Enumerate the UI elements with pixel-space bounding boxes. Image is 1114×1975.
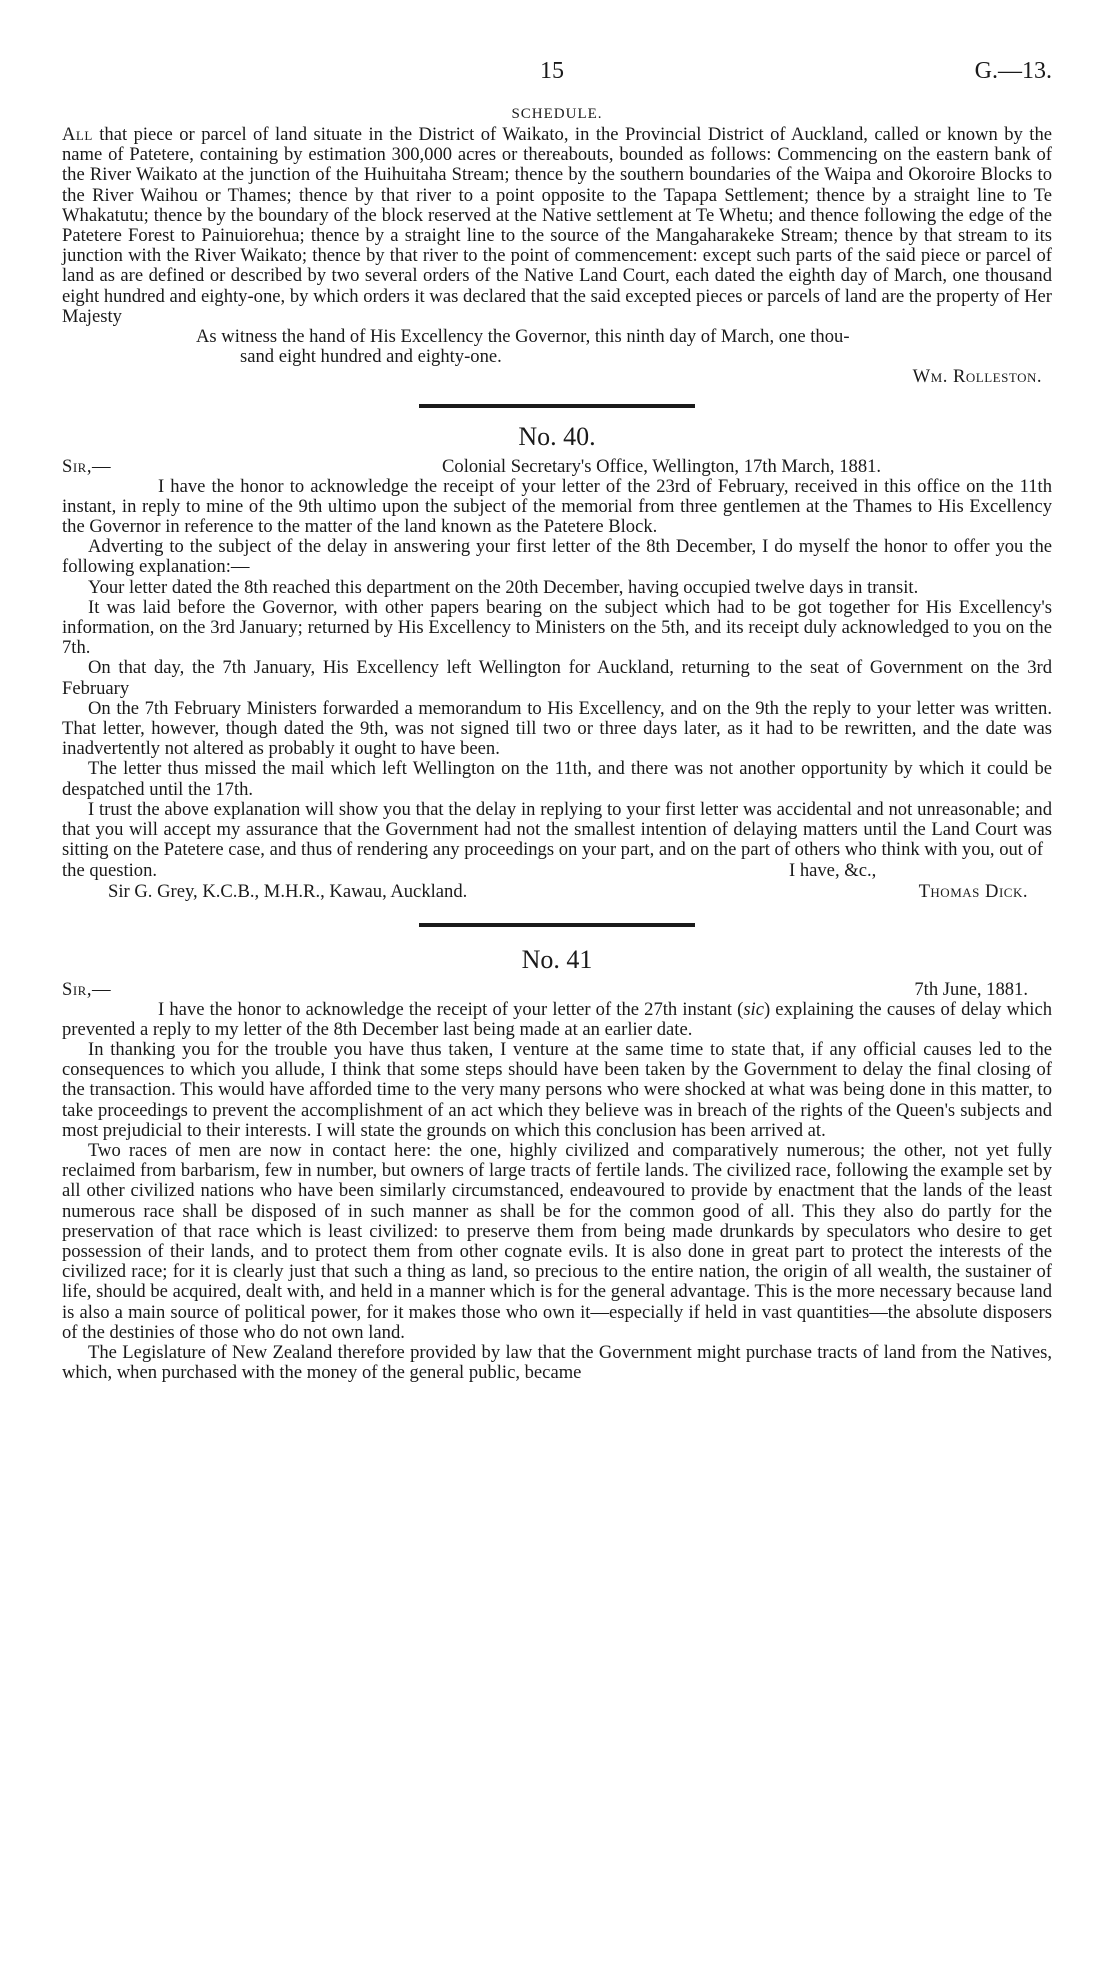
letter-40-paragraph: On that day, the 7th January, His Excellency left Wellington for Auckland, returning to the seat of Government on the 3rd February xyxy=(62,657,1052,699)
letter-41-number: No. 41 xyxy=(521,944,593,974)
schedule-lead-word: All xyxy=(62,124,93,145)
schedule-witness-line-1: As witness the hand of His Excellency the Governor, this ninth day of March, one thou- xyxy=(196,326,850,348)
letter-41-p1-end: ) explaining the causes of delay which prevented a reply to my letter of the 8th December last being made at an earlier date. xyxy=(62,998,1052,1040)
letter-40-valediction: I have, &c., xyxy=(789,859,877,881)
schedule-text: that piece or parcel of land situate in the District of Waikato, in the Provincial District of Auckland, called or known by the name of Patetere, containing by estimation 300,000 acres or thereabouts, bounded as follows: Commencing on the eastern bank of the River Waikato at the junction of the Huihuitaha Stream; thence by the southern boundaries of the Waipa and Okoroire Blocks to the River Waihou or Thames; thence by that river to a point opposite to the Tapapa Settlement; thence by a straight line to Te Whakatutu; thence by the boundary of the block reserved at the Native settlement at Te Whetu; and thence following the edge of the Patetere Forest to Painuiorehua; thence by a straight line to the source of the Mangaharakeke Stream; thence by that stream to its junction with the River Waikato; thence by that river to the point of commencement: except such parts of the said piece or parcel of land as are defined or described by two several orders of the Native Land Court, each dated the eighth day of March, one thousand eight hundred and eighty-one, by which orders it was declared that the said excepted pieces or parcels of land are the property of Her Majesty xyxy=(62,124,1052,327)
letter-no-40 xyxy=(62,422,1052,903)
page-number: 15 xyxy=(540,58,564,84)
letter-40-paragraph: It was laid before the Governor, with other papers bearing on the subject which had to be got together for His Excellency's information, on the 3rd January; returned by His Excellency to Ministers on the 5th, and its receipt duly acknowledged to you on the 7th. xyxy=(62,596,1052,659)
schedule-witness-line-2: sand eight hundred and eighty-one. xyxy=(240,346,502,368)
letter-40-salutation-line xyxy=(62,456,1052,477)
section-divider xyxy=(419,404,695,408)
letter-40-paragraph: The letter thus missed the mail which left Wellington on the 11th, and there was not another opportunity by which it could be despatched until the 17th. xyxy=(62,758,1052,800)
letter-41-salutation-line xyxy=(62,979,1052,1000)
letter-40-addressee: Sir G. Grey, K.C.B., M.H.R., Kawau, Auckland. xyxy=(108,880,468,902)
schedule-section xyxy=(62,106,1052,388)
letter-40-paragraph: Your letter dated the 8th reached this department on the 20th December, having occupied twelve days in transit. xyxy=(88,576,919,598)
letter-41-salutation: Sir,— xyxy=(62,978,112,1000)
letter-40-address-line xyxy=(62,881,1052,903)
letter-40-dateline: Colonial Secretary's Office, Wellington, 17th March, 1881. xyxy=(442,455,882,477)
letter-40-closing-line xyxy=(62,861,1052,881)
letter-41-paragraph: In thanking you for the trouble you have thus taken, I venture at the same time to state that, if any official causes led to the consequences to which you allude, I think that some steps should have been taken by the Government to delay the final closing of the transaction. This would have afforded time to the very many persons who were shocked at what was being done in this matter, to take proceedings to prevent the accomplishment of an act which they believe was in breach of the rights of the Queen's subjects and most prejudicial to their interests. I will state the grounds on which this conclusion has been arrived at. xyxy=(62,1038,1052,1141)
letter-40-paragraph: On the 7th February Ministers forwarded a memorandum to His Excellency, and on the 9th the reply to your letter was written. That letter, however, though dated the 9th, was not signed till two or three days later, as it had to be rewritten, and the date was inadvertently not altered as probably it ought to have been. xyxy=(62,697,1052,760)
letter-41-sic: sic xyxy=(743,998,764,1020)
letter-40-signature: Thomas Dick. xyxy=(918,880,1028,902)
letter-40-salutation: Sir,— xyxy=(62,455,112,477)
letter-41-paragraph xyxy=(62,1000,1052,1040)
section-divider xyxy=(419,923,695,927)
schedule-body xyxy=(62,125,1052,327)
letter-40-number: No. 40. xyxy=(518,421,596,451)
letter-40-paragraph: I trust the above explanation will show you that the delay in replying to your first letter was accidental and not unreasonable; and that you will accept my assurance that the Government had not the smallest intention of delaying matters until the Land Court was sitting on the Patetere case, and thus of rendering any proceedings on your part, and on the part of others who think with you, out of xyxy=(62,798,1052,861)
letter-41-paragraph: The Legislature of New Zealand therefore provided by law that the Government might purchase tracts of land from the Natives, which, when purchased with the money of the general public, became xyxy=(62,1341,1052,1384)
letter-no-41 xyxy=(62,945,1052,1384)
letter-40-closing-text: the question. xyxy=(62,859,158,881)
schedule-signature: Wm. Rolleston. xyxy=(912,366,1042,388)
page-header xyxy=(62,58,1052,94)
document-reference: G.—13. xyxy=(974,58,1052,84)
letter-40-paragraph: I have the honor to acknowledge the receipt of your letter of the 23rd of February, received in this office on the 11th instant, in reply to mine of the 9th ultimo upon the subject of the memorial from three gentlemen at the Thames to His Excellency the Governor in reference to the matter of the land known as the Patetere Block. xyxy=(62,475,1052,538)
letter-40-paragraph: Adverting to the subject of the delay in answering your first letter of the 8th December, I do myself the honor to offer you the following explanation:— xyxy=(62,536,1052,578)
schedule-title: SCHEDULE. xyxy=(511,106,603,122)
letter-41-dateline: 7th June, 1881. xyxy=(914,978,1028,1000)
letter-41-paragraph: Two races of men are now in contact here: the one, highly civilized and comparatively numerous; the other, not yet fully reclaimed from barbarism, few in number, but owners of large tracts of fertile lands. The civilized race, following the example set by all other civilized nations who have been similarly circumstanced, endeavoured to provide by enactment that the lands of the least numerous race shall be disposed of in such manner as shall be for the common good of all. This they also do partly for the preservation of that race which is least civilized: to preserve them from being made drunkards by speculators who desire to get possession of their lands, and to protect them from other cognate evils. It is also done in great part to protect the interests of the civilized race; for it is clearly just that such a thing as land, so precious to the entire nation, the origin of all wealth, the sustainer of life, should be acquired, dealt with, and held in a manner which is for the general advantage. This is the more necessary because land is also a main source of political power, for it makes those who own it—especially if held in vast quantities—the absolute disposers of the destinies of those who do not own land. xyxy=(62,1139,1052,1343)
letter-41-p1-start: I have the honor to acknowledge the receipt of your letter of the 27th instant ( xyxy=(158,998,744,1020)
